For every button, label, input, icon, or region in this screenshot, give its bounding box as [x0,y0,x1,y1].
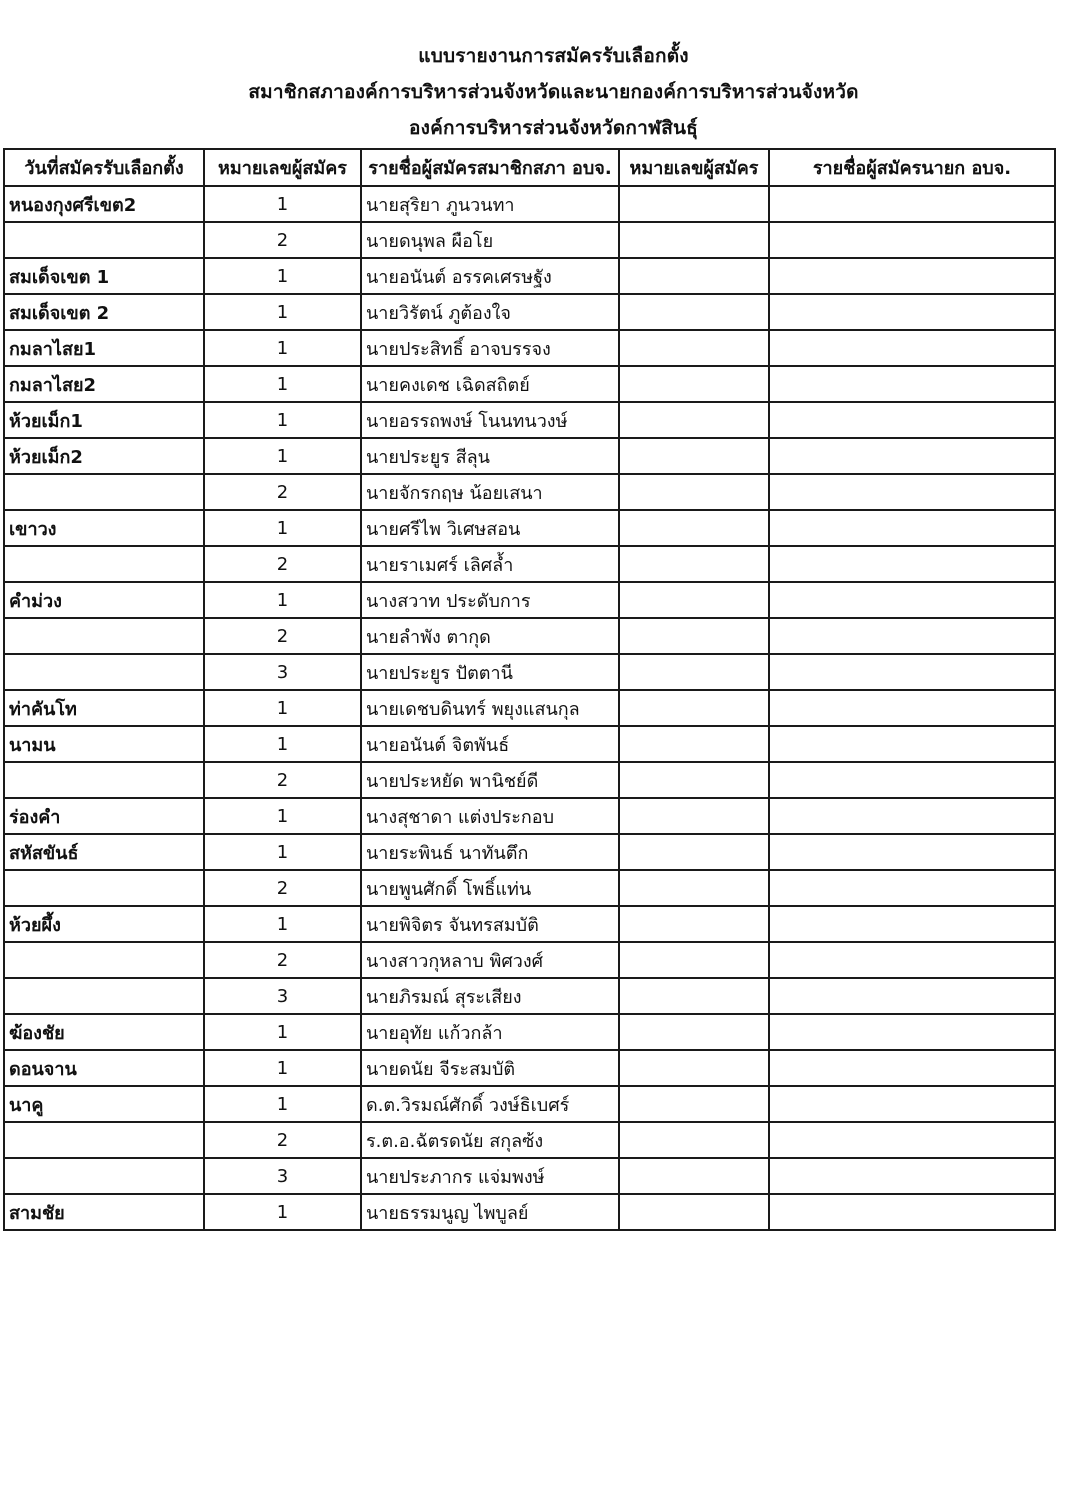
organization-name: องค์การบริหารส่วนจังหวัดกาฬสินธุ์ [409,117,698,139]
table-row [4,1122,1055,1158]
cell-area: สมเด็จเขต 2 [4,294,204,330]
cell-council-candidate-name: นายจักรกฤษ น้อยเสนา [361,474,619,510]
table-row [4,582,1055,618]
cell-council-candidate-name: นายอนันต์ อรรคเศรษฐัง [361,258,619,294]
cell-mayor-candidate-number [619,1014,769,1050]
cell-mayor-candidate-name [769,906,1055,942]
column-header-mayor-candidate-number: หมายเลขผู้สมัคร [619,149,769,186]
cell-candidate-number: 2 [204,222,361,258]
column-header-mayor-candidate-name: รายชื่อผู้สมัครนายก อบจ. [769,149,1055,186]
cell-candidate-number: 3 [204,1158,361,1194]
cell-mayor-candidate-number [619,474,769,510]
cell-candidate-number: 1 [204,294,361,330]
cell-candidate-number: 1 [204,798,361,834]
cell-area: สามชัย [4,1194,204,1230]
cell-candidate-number: 1 [204,438,361,474]
cell-council-candidate-name: นายดนัย จีระสมบัติ [361,1050,619,1086]
cell-council-candidate-name: นางสวาท ประดับการ [361,582,619,618]
table-row [4,726,1055,762]
table-row [4,798,1055,834]
table-row [4,618,1055,654]
cell-area: นาคู [4,1086,204,1122]
cell-area [4,762,204,798]
cell-area [4,942,204,978]
cell-mayor-candidate-name [769,978,1055,1014]
cell-mayor-candidate-name [769,402,1055,438]
column-header-council-candidate-name: รายชื่อผู้สมัครสมาชิกสภา อบจ. [361,149,619,186]
table-row [4,186,1055,222]
cell-candidate-number: 1 [204,330,361,366]
cell-mayor-candidate-number [619,330,769,366]
cell-council-candidate-name: นางสุชาดา แต่งประกอบ [361,798,619,834]
cell-mayor-candidate-number [619,618,769,654]
table-row [4,1014,1055,1050]
cell-candidate-number: 2 [204,870,361,906]
cell-mayor-candidate-name [769,762,1055,798]
table-row [4,654,1055,690]
cell-council-candidate-name: นายพูนศักดิ์ โพธิ์แท่น [361,870,619,906]
cell-candidate-number: 1 [204,1014,361,1050]
table-row [4,942,1055,978]
report-subtitle: สมาชิกสภาองค์การบริหารส่วนจังหวัดและนายกองค์การบริหารส่วนจังหวัด [248,81,859,103]
cell-area [4,1158,204,1194]
table-row [4,834,1055,870]
cell-mayor-candidate-name [769,186,1055,222]
cell-mayor-candidate-number [619,834,769,870]
cell-area [4,978,204,1014]
cell-candidate-number: 1 [204,1050,361,1086]
table-row [4,906,1055,942]
cell-candidate-number: 2 [204,762,361,798]
table-row [4,222,1055,258]
cell-area: ร่องคำ [4,798,204,834]
cell-council-candidate-name: นางสาวกุหลาบ พิศวงศ์ [361,942,619,978]
cell-council-candidate-name: นายพิจิตร จันทรสมบัติ [361,906,619,942]
cell-area: ท่าคันโท [4,690,204,726]
cell-area: ห้วยเม็ก2 [4,438,204,474]
cell-mayor-candidate-number [619,762,769,798]
cell-area [4,654,204,690]
table-row [4,402,1055,438]
column-header-candidate-number: หมายเลขผู้สมัคร [204,149,361,186]
cell-mayor-candidate-name [769,222,1055,258]
cell-mayor-candidate-number [619,366,769,402]
cell-mayor-candidate-number [619,654,769,690]
cell-candidate-number: 1 [204,834,361,870]
cell-mayor-candidate-name [769,582,1055,618]
cell-area [4,1122,204,1158]
cell-area: นามน [4,726,204,762]
cell-mayor-candidate-number [619,186,769,222]
cell-area: ฆ้องชัย [4,1014,204,1050]
table-header-row [4,149,1055,186]
cell-mayor-candidate-number [619,1050,769,1086]
cell-area: สหัสขันธ์ [4,834,204,870]
cell-mayor-candidate-number [619,1158,769,1194]
cell-candidate-number: 2 [204,942,361,978]
cell-mayor-candidate-name [769,654,1055,690]
cell-mayor-candidate-number [619,870,769,906]
cell-council-candidate-name: นายประยูร ปัตตานี [361,654,619,690]
cell-mayor-candidate-name [769,726,1055,762]
cell-council-candidate-name: นายประยูร สีลุน [361,438,619,474]
cell-area [4,870,204,906]
cell-candidate-number: 2 [204,1122,361,1158]
cell-council-candidate-name: นายอุทัย แก้วกล้า [361,1014,619,1050]
cell-candidate-number: 1 [204,366,361,402]
cell-area [4,222,204,258]
cell-mayor-candidate-name [769,1014,1055,1050]
cell-council-candidate-name: นายภิรมณ์ สุระเสียง [361,978,619,1014]
cell-mayor-candidate-name [769,870,1055,906]
cell-council-candidate-name: นายดนุพล ผือโย [361,222,619,258]
column-header-area: วันที่สมัครรับเลือกตั้ง [4,149,204,186]
cell-council-candidate-name: นายวิรัตน์ ภูต้องใจ [361,294,619,330]
cell-candidate-number: 1 [204,258,361,294]
cell-council-candidate-name: นายธรรมนูญ ไพบูลย์ [361,1194,619,1230]
report-header [0,38,1087,146]
cell-council-candidate-name: ด.ต.วิรมณ์ศักดิ์ วงษ์ธิเบศร์ [361,1086,619,1122]
cell-area [4,546,204,582]
cell-area: สมเด็จเขต 1 [4,258,204,294]
cell-candidate-number: 3 [204,978,361,1014]
table-row [4,870,1055,906]
cell-candidate-number: 2 [204,546,361,582]
cell-council-candidate-name: นายระพินธ์ นาทันตึก [361,834,619,870]
cell-mayor-candidate-name [769,1158,1055,1194]
cell-area: ห้วยเม็ก1 [4,402,204,438]
cell-mayor-candidate-name [769,834,1055,870]
cell-mayor-candidate-number [619,1086,769,1122]
table-row [4,474,1055,510]
report-title: แบบรายงานการสมัครรับเลือกตั้ง [418,45,689,67]
cell-council-candidate-name: นายคงเดช เฉิดสถิตย์ [361,366,619,402]
cell-candidate-number: 1 [204,1086,361,1122]
cell-mayor-candidate-number [619,510,769,546]
table-row [4,690,1055,726]
table-row [4,294,1055,330]
cell-council-candidate-name: นายศรีไพ วิเศษสอน [361,510,619,546]
cell-candidate-number: 1 [204,186,361,222]
cell-mayor-candidate-name [769,798,1055,834]
cell-area: เขาวง [4,510,204,546]
cell-mayor-candidate-name [769,546,1055,582]
cell-mayor-candidate-number [619,402,769,438]
cell-mayor-candidate-number [619,1122,769,1158]
cell-mayor-candidate-name [769,1194,1055,1230]
cell-council-candidate-name: นายสุริยา ภูนวนทา [361,186,619,222]
table-row [4,258,1055,294]
cell-council-candidate-name: นายอนันต์ จิตพันธ์ [361,726,619,762]
table-row [4,1158,1055,1194]
table-row [4,1194,1055,1230]
table-row [4,762,1055,798]
cell-area: คำม่วง [4,582,204,618]
cell-mayor-candidate-name [769,942,1055,978]
table-row [4,1086,1055,1122]
table-body [4,186,1055,1230]
table-row [4,366,1055,402]
table-row [4,1050,1055,1086]
cell-area: ดอนจาน [4,1050,204,1086]
cell-mayor-candidate-name [769,438,1055,474]
cell-mayor-candidate-name [769,330,1055,366]
cell-council-candidate-name: นายเดชบดินทร์ พยุงแสนกุล [361,690,619,726]
cell-mayor-candidate-number [619,798,769,834]
cell-area: กมลาไสย2 [4,366,204,402]
cell-mayor-candidate-number [619,942,769,978]
cell-mayor-candidate-name [769,474,1055,510]
cell-area [4,474,204,510]
cell-mayor-candidate-number [619,726,769,762]
cell-mayor-candidate-number [619,690,769,726]
cell-mayor-candidate-number [619,978,769,1014]
cell-candidate-number: 1 [204,510,361,546]
cell-council-candidate-name: นายลำพัง ตากุด [361,618,619,654]
cell-candidate-number: 2 [204,618,361,654]
cell-mayor-candidate-number [619,906,769,942]
cell-mayor-candidate-name [769,1122,1055,1158]
cell-council-candidate-name: นายประสิทธิ์ อาจบรรจง [361,330,619,366]
cell-mayor-candidate-number [619,1194,769,1230]
cell-area [4,618,204,654]
cell-council-candidate-name: นายอรรถพงษ์ โนนทนวงษ์ [361,402,619,438]
cell-mayor-candidate-number [619,546,769,582]
cell-mayor-candidate-name [769,690,1055,726]
cell-candidate-number: 3 [204,654,361,690]
cell-candidate-number: 1 [204,726,361,762]
cell-area: กมลาไสย1 [4,330,204,366]
cell-mayor-candidate-name [769,294,1055,330]
table-row [4,510,1055,546]
candidate-table [3,148,1056,1231]
cell-candidate-number: 1 [204,402,361,438]
cell-candidate-number: 2 [204,474,361,510]
cell-mayor-candidate-name [769,1086,1055,1122]
cell-council-candidate-name: ร.ต.อ.ฉัตรดนัย สกุลซ้ง [361,1122,619,1158]
cell-mayor-candidate-name [769,258,1055,294]
table-row [4,330,1055,366]
cell-council-candidate-name: นายราเมศร์ เลิศล้ำ [361,546,619,582]
table-row [4,546,1055,582]
cell-candidate-number: 1 [204,1194,361,1230]
cell-mayor-candidate-number [619,582,769,618]
cell-mayor-candidate-number [619,294,769,330]
cell-area: ห้วยผึ้ง [4,906,204,942]
cell-candidate-number: 1 [204,582,361,618]
cell-mayor-candidate-number [619,222,769,258]
cell-candidate-number: 1 [204,690,361,726]
cell-mayor-candidate-number [619,438,769,474]
cell-mayor-candidate-name [769,618,1055,654]
cell-mayor-candidate-number [619,258,769,294]
cell-mayor-candidate-name [769,366,1055,402]
table-row [4,438,1055,474]
cell-mayor-candidate-name [769,510,1055,546]
cell-council-candidate-name: นายประหยัด พานิชย์ดี [361,762,619,798]
cell-council-candidate-name: นายประภากร แจ่มพงษ์ [361,1158,619,1194]
table-row [4,978,1055,1014]
cell-mayor-candidate-name [769,1050,1055,1086]
cell-area: หนองกุงศรีเขต2 [4,186,204,222]
cell-candidate-number: 1 [204,906,361,942]
